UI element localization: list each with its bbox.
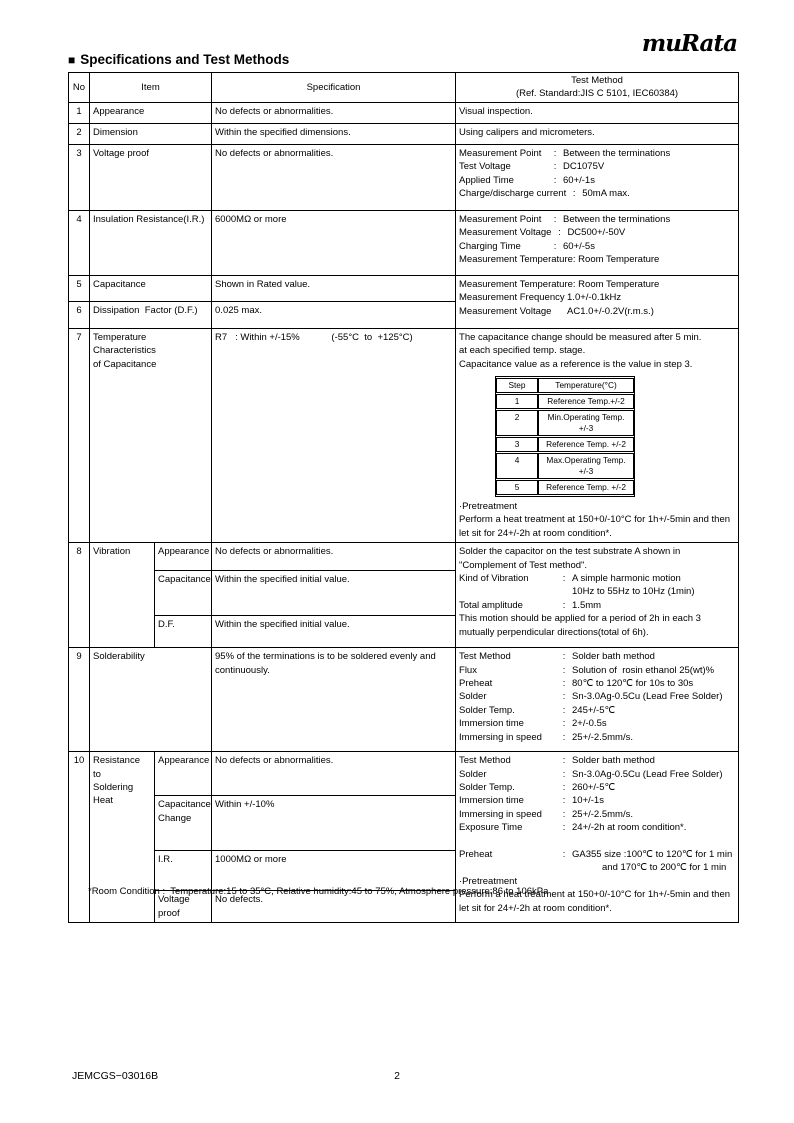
step-header-temp: Temperature(°C) bbox=[538, 378, 634, 393]
footnote: *Room Condition : Temperature:15 to 35°C, Relative humidity:45 to 75%, Atmosphere pressure:86 to 106kPa bbox=[88, 886, 549, 897]
cell-no: 3 bbox=[69, 144, 90, 210]
kv-value: 60+/-5s bbox=[563, 240, 595, 252]
kv-colon: : bbox=[562, 664, 566, 676]
cell-no: 6 bbox=[69, 301, 90, 328]
kv-label: Kind of Vibration bbox=[459, 573, 529, 585]
kv-label: Measurement Point bbox=[459, 213, 542, 225]
test-kv-line bbox=[459, 650, 735, 663]
item-line: Heat bbox=[93, 795, 114, 807]
cell-no: 1 bbox=[69, 102, 90, 123]
kv-label: Measurement Point bbox=[459, 147, 542, 159]
test-text-line: Capacitance value as a reference is the value in step 3. bbox=[459, 358, 693, 370]
cell-item: Vibration bbox=[90, 543, 155, 648]
kv-colon: : bbox=[553, 213, 557, 225]
cell-no: 2 bbox=[69, 123, 90, 144]
header-test bbox=[456, 73, 739, 103]
cell-spec: 6000MΩ or more bbox=[212, 210, 456, 275]
kv-value: 24+/-2h at room condition*. bbox=[572, 822, 687, 834]
kv-colon: : bbox=[562, 808, 566, 820]
test-text-line: Measurement Temperature: Room Temperature bbox=[459, 254, 660, 266]
cell-no: 4 bbox=[69, 210, 90, 275]
header-test-line2: (Ref. Standard:JIS C 5101, IEC60384) bbox=[515, 88, 679, 100]
test-kv-line bbox=[459, 848, 735, 861]
header-spec: Specification bbox=[212, 73, 456, 103]
cell-item: Capacitance bbox=[90, 275, 212, 301]
kv-colon: : bbox=[562, 704, 566, 716]
kv-colon: : bbox=[562, 849, 566, 861]
table-row bbox=[69, 275, 739, 301]
cell-spec: No defects or abnormalities. bbox=[212, 144, 456, 210]
kv-label: Test Method bbox=[459, 651, 511, 663]
test-kv-line bbox=[459, 160, 735, 173]
page-number: 2 bbox=[394, 1070, 400, 1082]
cell-spec: No defects or abnormalities. bbox=[212, 102, 456, 123]
kv-value: Sn-3.0Ag-0.5Cu (Lead Free Solder) bbox=[572, 768, 723, 780]
step-temp: Reference Temp. +/-2 bbox=[538, 437, 634, 452]
test-kv-line bbox=[459, 664, 735, 677]
cell-no: 5 bbox=[69, 275, 90, 301]
step-header-row bbox=[496, 378, 634, 393]
test-kv-line bbox=[459, 754, 735, 767]
kv-colon: : bbox=[562, 573, 566, 585]
kv-value: 10+/-1s bbox=[572, 795, 604, 807]
step-no: 2 bbox=[496, 410, 538, 436]
cell-spec: Within the specified initial value. bbox=[212, 616, 456, 648]
header-no: No bbox=[69, 73, 90, 103]
kv-label: Test Voltage bbox=[459, 161, 511, 173]
cell-item: Appearance bbox=[90, 102, 212, 123]
cell-spec: 95% of the terminations is to be soldered evenly and continuously. bbox=[212, 648, 456, 752]
table-row bbox=[69, 123, 739, 144]
table-row bbox=[69, 144, 739, 210]
step-row bbox=[496, 437, 634, 452]
test-kv-line bbox=[459, 731, 735, 744]
kv-label: Measurement Voltage bbox=[459, 227, 552, 239]
test-kv-line bbox=[459, 808, 735, 821]
spec-table bbox=[68, 72, 739, 923]
kv-value: 50mA max. bbox=[582, 188, 630, 200]
item-line: Soldering bbox=[93, 782, 134, 794]
cell-no: 7 bbox=[69, 328, 90, 542]
cell-spec: No defects or abnormalities. bbox=[212, 543, 456, 571]
test-text-line: at each specified temp. stage. bbox=[459, 345, 586, 357]
pretreatment-line: ·Pretreatment bbox=[459, 501, 518, 513]
table-row bbox=[69, 328, 739, 542]
kv-value: 25+/-2.5mm/s. bbox=[572, 731, 633, 743]
test-kv-line bbox=[459, 187, 735, 200]
cell-test: Using calipers and micrometers. bbox=[456, 123, 739, 144]
cell-test: Visual inspection. bbox=[456, 102, 739, 123]
step-no: 1 bbox=[496, 394, 538, 409]
cell-subitem: D.F. bbox=[155, 616, 212, 648]
step-row bbox=[496, 410, 634, 436]
cell-item: Insulation Resistance(I.R.) bbox=[90, 210, 212, 275]
kv-label: Measurement Voltage bbox=[459, 305, 552, 317]
cell-subitem: Voltage proof bbox=[155, 891, 212, 923]
kv-value: DC1075V bbox=[563, 161, 605, 173]
test-kv-line bbox=[459, 768, 735, 781]
kv-value: 25+/-2.5mm/s. bbox=[572, 808, 633, 820]
step-header-step: Step bbox=[496, 378, 538, 393]
cell-no: 9 bbox=[69, 648, 90, 752]
table-row bbox=[69, 543, 739, 571]
pretreatment-line: ·Pretreatment bbox=[459, 875, 518, 887]
step-no: 5 bbox=[496, 480, 538, 495]
kv-value: A simple harmonic motion bbox=[572, 573, 681, 585]
kv-value: Sn-3.0Ag-0.5Cu (Lead Free Solder) bbox=[572, 691, 723, 703]
cell-test bbox=[456, 648, 739, 752]
test-kv-line bbox=[459, 717, 735, 730]
test-kv-line bbox=[459, 821, 735, 834]
cell-subitem: Appearance bbox=[155, 752, 212, 796]
step-row bbox=[496, 453, 634, 479]
cell-test bbox=[456, 144, 739, 210]
kv-value-continued: and 170℃ to 200℃ for 1 min bbox=[602, 862, 727, 874]
kv-value: DC500+/-50V bbox=[567, 227, 626, 239]
table-header-row bbox=[69, 73, 739, 103]
kv-value: AC1.0+/-0.2V(r.m.s.) bbox=[567, 305, 654, 317]
kv-label: Measurement Frequency bbox=[459, 292, 565, 304]
doc-number: JEMCGS−03016B bbox=[72, 1070, 159, 1082]
cell-spec bbox=[212, 328, 456, 542]
kv-value: 1.5mm bbox=[572, 599, 602, 611]
section-marker-icon: ■ bbox=[68, 53, 76, 67]
test-text-line: Solder the capacitor on the test substrate A shown in "Complement of Test method". bbox=[459, 546, 683, 571]
kv-colon: : bbox=[562, 691, 566, 703]
item-line: Temperature bbox=[93, 331, 147, 343]
kv-label: Immersing in speed bbox=[459, 731, 542, 743]
item-line: Resistance bbox=[93, 755, 140, 767]
item-line: of Capacitance bbox=[93, 358, 157, 370]
test-kv-line bbox=[459, 174, 735, 187]
test-kv-line bbox=[459, 213, 735, 226]
kv-label: Applied Time bbox=[459, 174, 514, 186]
cell-test-merged bbox=[456, 543, 739, 648]
pretreatment-line: Perform a heat treatment at 150+0/-10°C for 1h+/-5min and then bbox=[459, 889, 731, 901]
kv-colon: : bbox=[562, 731, 566, 743]
kv-colon: : bbox=[572, 188, 576, 200]
kv-value: 80℃ to 120℃ for 10s to 30s bbox=[572, 678, 694, 690]
pretreatment-line: Perform a heat treatment at 150+0/-10°C for 1h+/-5min and then bbox=[459, 514, 731, 526]
murata-logo: muRata bbox=[641, 30, 737, 57]
step-no: 4 bbox=[496, 453, 538, 479]
kv-label: Immersion time bbox=[459, 795, 524, 807]
cell-subitem: Appearance bbox=[155, 543, 212, 571]
test-kv-line bbox=[459, 226, 735, 239]
cell-spec: No defects. bbox=[212, 891, 456, 923]
step-row bbox=[496, 394, 634, 409]
kv-colon: : bbox=[562, 782, 566, 794]
kv-value: Solution of rosin ethanol 25(wt)% bbox=[572, 664, 715, 676]
step-temp: Min.Operating Temp. +/-3 bbox=[538, 410, 634, 436]
kv-colon: : bbox=[562, 768, 566, 780]
step-temp: Reference Temp. +/-2 bbox=[538, 480, 634, 495]
cell-no: 8 bbox=[69, 543, 90, 648]
kv-colon: : bbox=[562, 795, 566, 807]
kv-label: Charge/discharge current bbox=[459, 188, 567, 200]
kv-value: 2+/-0.5s bbox=[572, 718, 607, 730]
test-kv-line bbox=[459, 677, 735, 690]
test-kv-line bbox=[459, 147, 735, 160]
pretreatment-line: let sit for 24+/-2h at room condition*. bbox=[459, 527, 612, 539]
cell-subitem: Capacitance Change bbox=[155, 796, 212, 851]
cell-subitem: I.R. bbox=[155, 851, 212, 891]
kv-value: 60+/-1s bbox=[563, 174, 595, 186]
test-text-line: The capacitance change should be measured after 5 min. bbox=[459, 331, 702, 343]
kv-value: 260+/-5℃ bbox=[572, 782, 616, 794]
cell-item: Dimension bbox=[90, 123, 212, 144]
kv-colon: : bbox=[553, 174, 557, 186]
test-kv-line bbox=[459, 690, 735, 703]
kv-label: Immersing in speed bbox=[459, 808, 542, 820]
kv-value: 1.0+/-0.1kHz bbox=[567, 292, 622, 304]
test-kv-line bbox=[459, 599, 735, 612]
kv-value: Between the terminations bbox=[563, 147, 671, 159]
kv-colon: : bbox=[558, 227, 561, 239]
kv-label: Solder Temp. bbox=[459, 704, 515, 716]
table-row bbox=[69, 648, 739, 752]
section-title bbox=[68, 52, 289, 67]
cell-spec: Within the specified initial value. bbox=[212, 571, 456, 616]
test-kv-line bbox=[459, 781, 735, 794]
cell-spec: No defects or abnormalities. bbox=[212, 752, 456, 796]
cell-item: Solderability bbox=[90, 648, 212, 752]
kv-label: Preheat bbox=[459, 678, 493, 690]
test-kv-line bbox=[459, 704, 735, 717]
section-title-text: Specifications and Test Methods bbox=[80, 52, 290, 67]
test-kv-line bbox=[459, 305, 735, 318]
test-kv-line bbox=[459, 240, 735, 253]
kv-label: Solder bbox=[459, 691, 487, 703]
kv-colon: : bbox=[553, 147, 557, 159]
cell-subitem: Capacitance bbox=[155, 571, 212, 616]
cell-test-merged bbox=[456, 275, 739, 328]
cell-spec: Within the specified dimensions. bbox=[212, 123, 456, 144]
kv-label: Solder Temp. bbox=[459, 782, 515, 794]
step-table bbox=[495, 376, 635, 497]
kv-colon: : bbox=[562, 599, 566, 611]
step-no: 3 bbox=[496, 437, 538, 452]
kv-colon: : bbox=[553, 161, 557, 173]
step-temp: Reference Temp.+/-2 bbox=[538, 394, 634, 409]
kv-label: Solder bbox=[459, 768, 487, 780]
step-temp: Max.Operating Temp. +/-3 bbox=[538, 453, 634, 479]
cell-test bbox=[456, 210, 739, 275]
table-row bbox=[69, 102, 739, 123]
kv-label: Charging Time bbox=[459, 240, 521, 252]
kv-label: Preheat bbox=[459, 849, 493, 861]
cell-no: 10 bbox=[69, 752, 90, 923]
test-text-line: This motion should be applied for a period of 2h in each 3 mutually perpendicular directions(total of 6h). bbox=[459, 613, 704, 638]
kv-label: Exposure Time bbox=[459, 822, 523, 834]
table-row bbox=[69, 210, 739, 275]
header-item: Item bbox=[90, 73, 212, 103]
cell-spec: 0.025 max. bbox=[212, 301, 456, 328]
kv-label: Total amplitude bbox=[459, 599, 523, 611]
test-kv-line bbox=[459, 794, 735, 807]
cell-item: Voltage proof bbox=[90, 144, 212, 210]
kv-colon: : bbox=[562, 755, 566, 767]
step-row bbox=[496, 480, 634, 495]
kv-value: GA355 size :100℃ to 120℃ for 1 min bbox=[572, 849, 733, 861]
pretreatment-line: let sit for 24+/-2h at room condition*. bbox=[459, 902, 612, 914]
kv-colon: : bbox=[562, 678, 566, 690]
spacer bbox=[459, 835, 735, 848]
kv-value: Solder bath method bbox=[572, 755, 655, 767]
kv-label: Immersion time bbox=[459, 718, 524, 730]
cell-spec: 1000MΩ or more bbox=[212, 851, 456, 891]
cell-item bbox=[90, 328, 212, 542]
cell-spec: Within +/-10% bbox=[212, 796, 456, 851]
item-line: to bbox=[93, 768, 101, 780]
kv-colon: : bbox=[553, 240, 557, 252]
cell-test bbox=[456, 328, 739, 542]
kv-value: Between the terminations bbox=[563, 213, 671, 225]
table-row bbox=[69, 752, 739, 796]
test-kv-line bbox=[459, 291, 735, 304]
kv-colon: : bbox=[562, 718, 566, 730]
kv-colon: : bbox=[562, 822, 566, 834]
kv-value-continued: 10Hz to 55Hz to 10Hz (1min) bbox=[572, 586, 695, 598]
kv-value: Solder bath method bbox=[572, 651, 655, 663]
kv-value: 245+/-5℃ bbox=[572, 704, 616, 716]
header-test-line1: Test Method bbox=[571, 75, 623, 86]
cell-spec: Shown in Rated value. bbox=[212, 275, 456, 301]
kv-label: Test Method bbox=[459, 755, 511, 767]
cell-item: Dissipation Factor (D.F.) bbox=[90, 301, 212, 328]
kv-label: Flux bbox=[459, 664, 477, 676]
test-kv-line bbox=[459, 572, 735, 585]
kv-colon: : bbox=[562, 651, 566, 663]
spec-text: R7 : Within +/-15% (-55°C to +125°C) bbox=[215, 331, 413, 343]
test-text-line: Measurement Temperature: Room Temperature bbox=[459, 278, 660, 290]
item-line: Characteristics bbox=[93, 345, 156, 357]
